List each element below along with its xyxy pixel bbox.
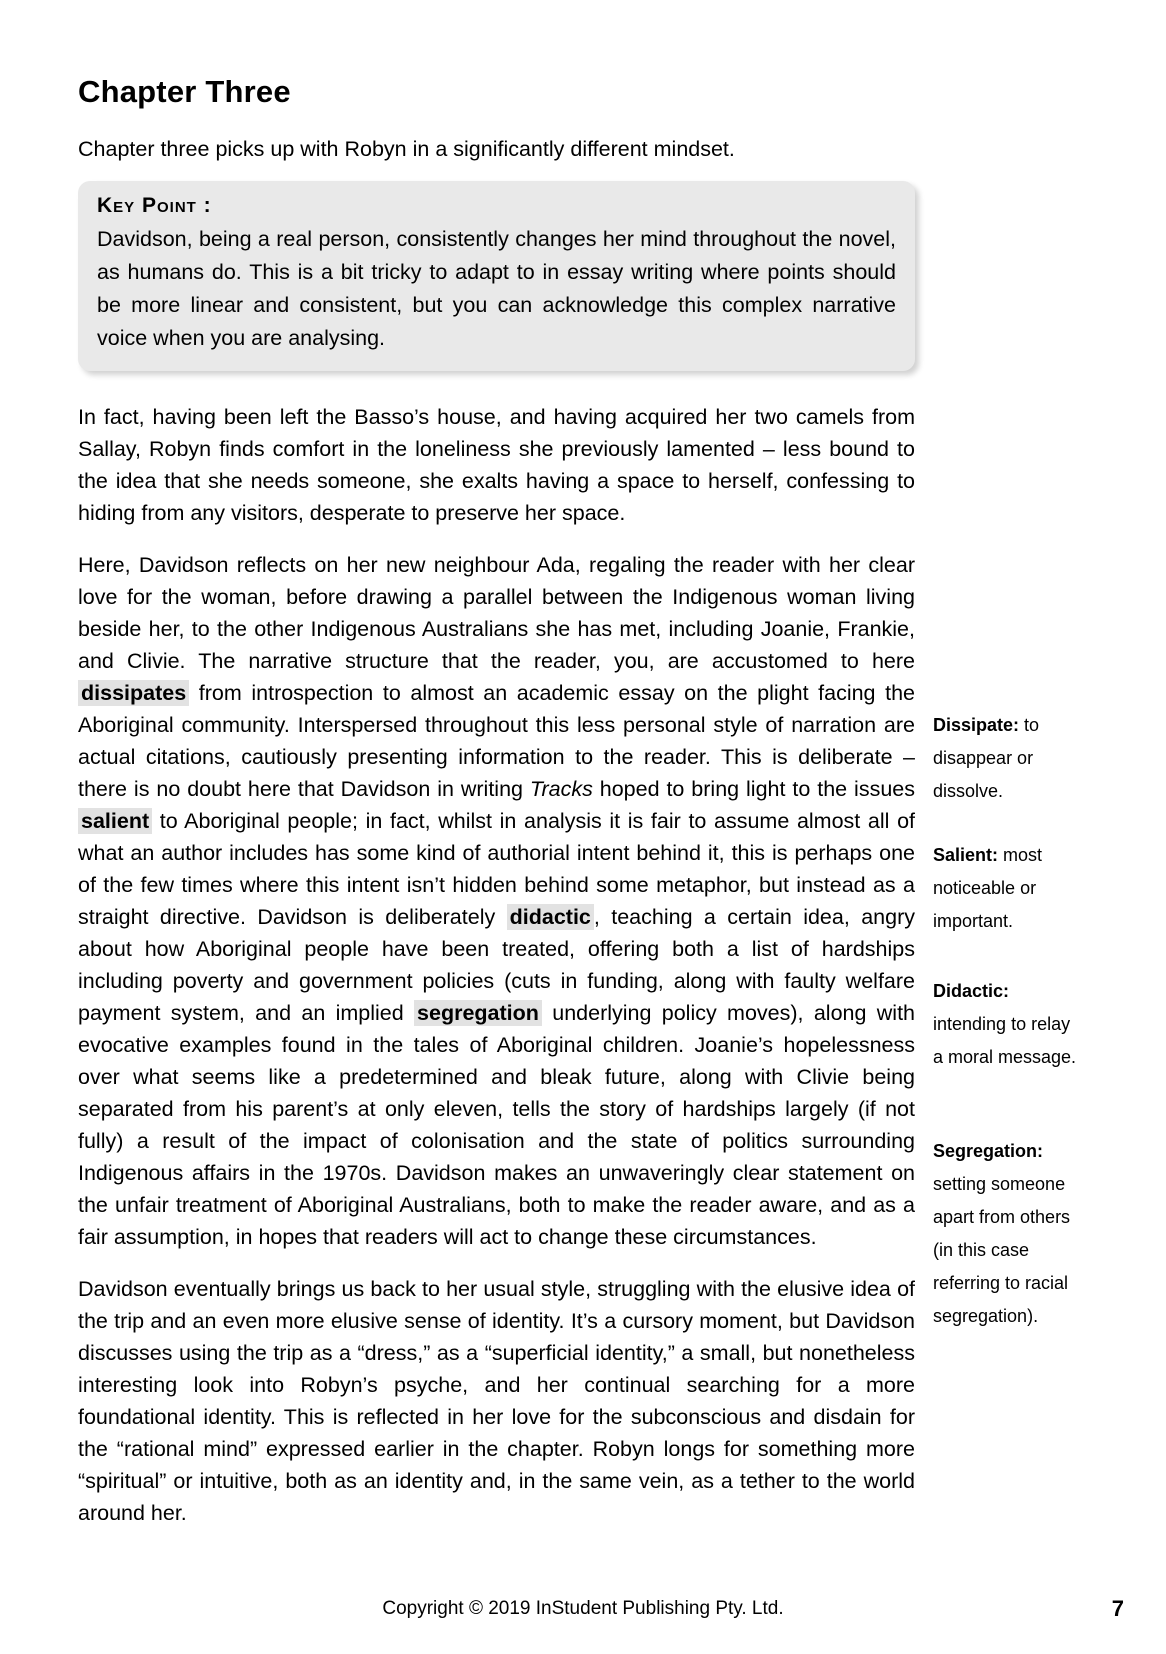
margin-note-term: Dissipate: [933, 715, 1020, 735]
vocab-term-highlight: segregation [414, 1000, 542, 1026]
body-paragraph [78, 1273, 915, 1529]
margin-note: Segregation: setting someone apart from others (in this case referring to racial segregation). [933, 1141, 1071, 1326]
key-point-text: Davidson, being a real person, consistently changes her mind throughout the novel, as humans do. This is a bit tricky to adapt to in essay writing where points should be more linear and consistent, but you can acknowledge this complex narrative voice when you are analysing. [97, 227, 896, 350]
vocab-term-highlight: salient [78, 808, 152, 834]
body-column [78, 401, 915, 1529]
body-text-run: Davidson eventually brings us back to her usual style, struggling with the elusive idea of the trip and an even more elusive sense of identity. It’s a cursory moment, but Davidson discusses using the trip as a “dress,” as a “superficial identity,” a small, but nonetheless interesting look into Robyn’s psyche, and her continual searching for a more foundational identity. This is reflected in her love for the subconscious and disdain for the “rational mind” expressed earlier in the chapter. Robyn longs for something more “spiritual” or intuitive, both as an identity and, in the same vein, as a tether to the world around her. [78, 1277, 915, 1525]
book-title: Tracks [529, 777, 593, 801]
body-text-run: Here, Davidson reflects on her new neighbour Ada, regaling the reader with her clear love for the woman, before drawing a parallel between the Indigenous woman living beside her, to the other Indigenous Australians she has met, including Joanie, Frankie, and Clivie. The narrative structure that the reader, you, are accustomed to here [78, 553, 915, 673]
body-text-run: , teaching a certain idea, angry about how Aboriginal people have been treated, offering both a list of hardships including poverty and government policies (cuts in funding, along with faulty welfare payment system, and an implied [78, 905, 915, 1025]
margin-note: Dissipate: to disappear or dissolve. [933, 715, 1040, 801]
copyright-text: Copyright © 2019 InStudent Publishing Pty. Ltd. [382, 1598, 784, 1619]
key-point-box [78, 181, 915, 371]
margin-note: Salient: most noticeable or important. [933, 845, 1043, 931]
body-text-run: to Aboriginal people; in fact, whilst in analysis it is fair to assume almost all of what an author includes has some kind of authorial intent behind it, this is perhaps one of the few times where this intent isn’t hidden behind some metaphor, but instead as a straight directive. Davidson is deliberately [78, 809, 915, 929]
margin-note: Didactic: intending to relay a moral message. [933, 981, 1077, 1067]
body-paragraph [78, 549, 915, 1253]
margin-note-term: Didactic: [933, 981, 1010, 1001]
key-point-label: Key Point : [97, 194, 212, 217]
page-footer [0, 1596, 1166, 1624]
vocab-term-highlight: dissipates [78, 680, 189, 706]
body-text-run: from introspection to almost an academic essay on the plight facing the Aboriginal community. Interspersed throughout this less personal style of narration are actual citations, cautiously presenting information to the reader. This is deliberate – there is no doubt here that Davidson in writing [78, 681, 915, 801]
body-text-run: In fact, having been left the Basso’s house, and having acquired her two camels from Sallay, Robyn finds comfort in the loneliness she previously lamented – less bound to the idea that she needs someone, she exalts having a space to herself, confessing to hiding from any visitors, desperate to preserve her space. [78, 405, 915, 525]
margin-note-term: Segregation: [933, 1141, 1044, 1161]
body-paragraph [78, 401, 915, 529]
intro-paragraph: Chapter three picks up with Robyn in a significantly different mindset. [78, 137, 735, 161]
page-title: Chapter Three [78, 74, 291, 109]
vocab-term-highlight: didactic [507, 904, 594, 930]
body-text-run: underlying policy moves), along with evocative examples found in the tales of Aboriginal children. Joanie’s hopelessness over what seems like a predetermined and bleak future, along with Clivie being separated from his parent’s at only eleven, tells the story of hardships largely (if not fully) a result of the impact of colonisation and the state of politics surrounding Indigenous affairs in the 1970s. Davidson makes an unwaveringly clear statement on the unfair treatment of Aboriginal Australians, both to make the reader aware, and as a fair assumption, in hopes that readers will act to change these circumstances. [78, 1001, 916, 1249]
body-text-run: hoped to bring light to the issues [592, 777, 915, 801]
margin-note-term: Salient: [933, 845, 999, 865]
body-content [78, 401, 1166, 1529]
page-number: 7 [1111, 1596, 1124, 1621]
